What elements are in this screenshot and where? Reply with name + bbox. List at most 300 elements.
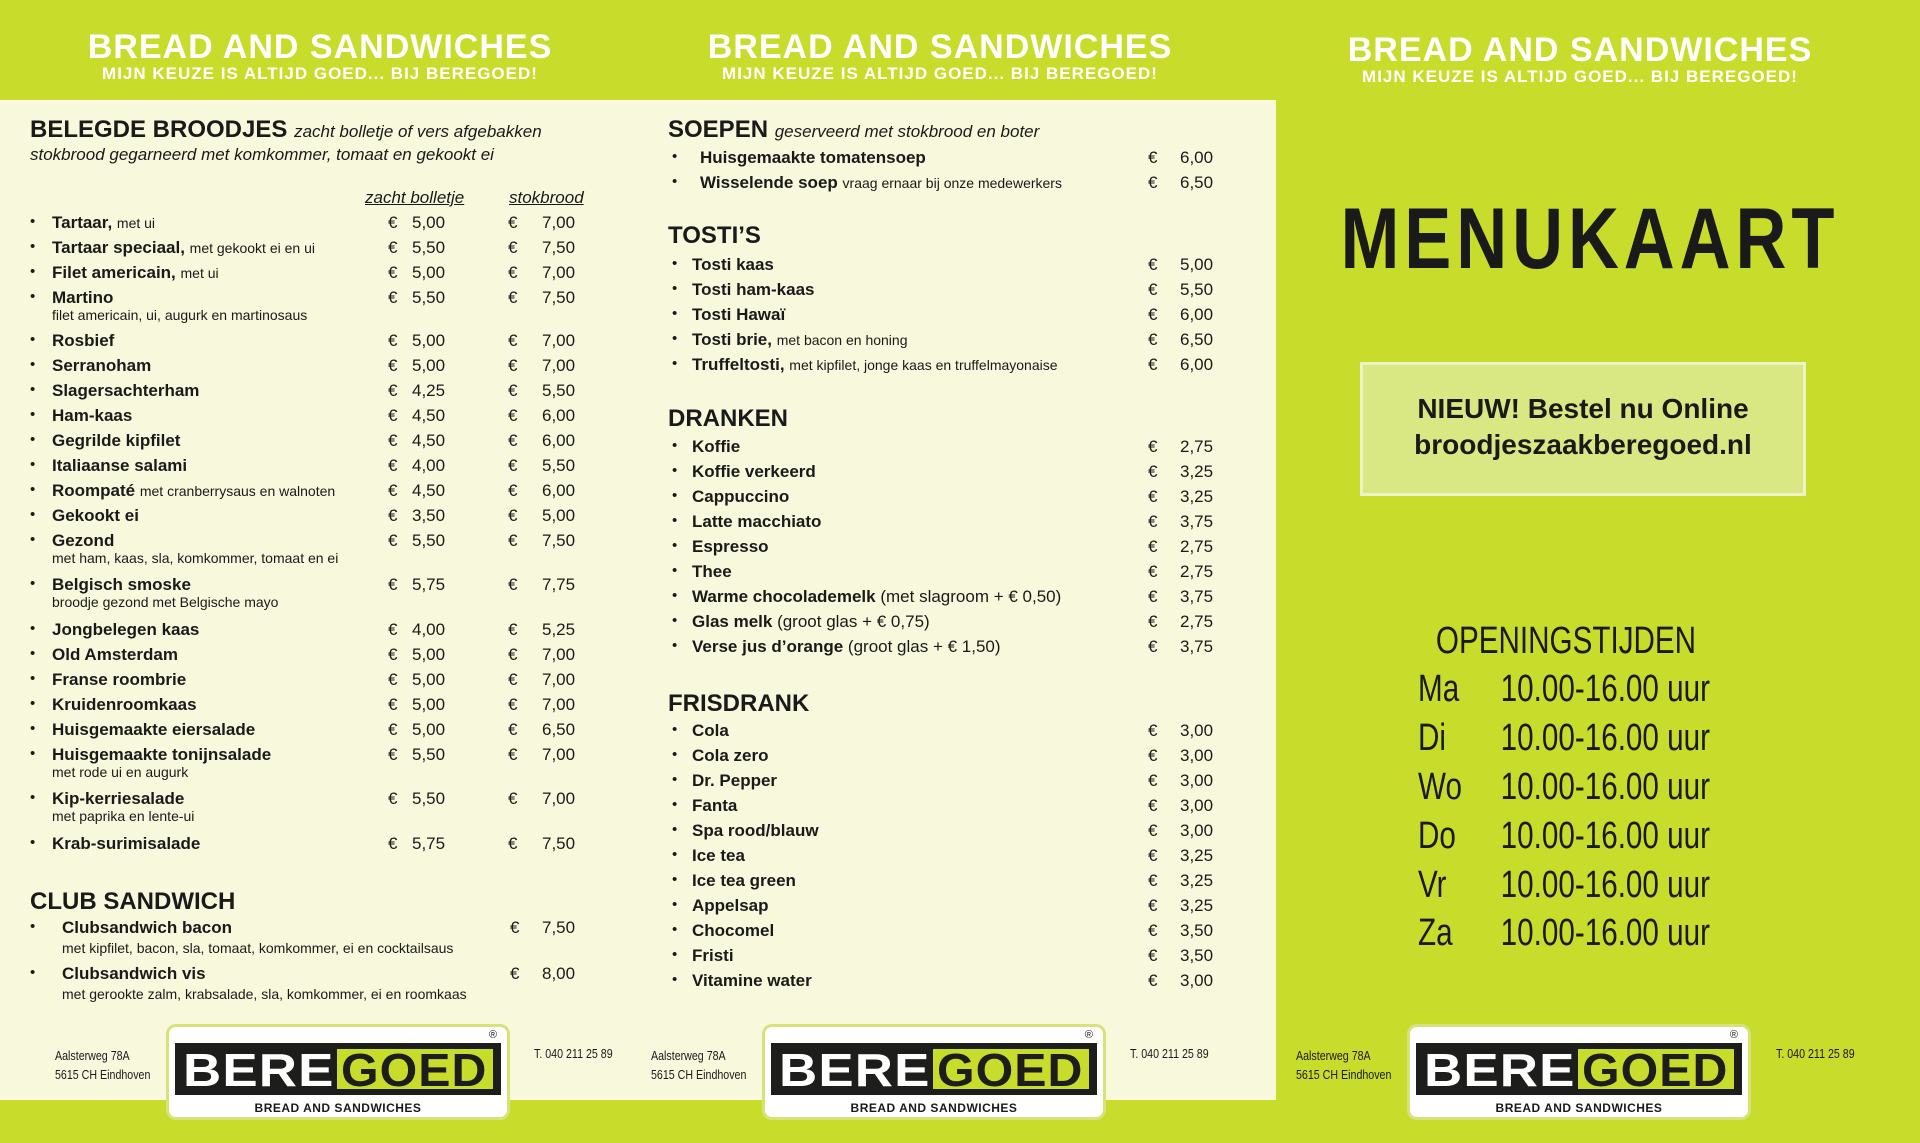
item-description: met rode ui en augurk [52, 764, 189, 780]
item-name [52, 381, 199, 401]
menu-item [0, 437, 1276, 461]
bullet: • [672, 562, 678, 579]
currency-symbol: € [388, 745, 398, 764]
section-title-soepen [668, 116, 1039, 144]
item-note: met ui [116, 215, 156, 231]
currency-symbol: € [388, 431, 398, 450]
currency-symbol: € [388, 531, 398, 550]
registered-mark: ® [1084, 1029, 1093, 1041]
currency-symbol: € [1148, 462, 1158, 481]
item-name-text: Cappuccino [692, 487, 790, 506]
item-name-text: Wisselende soep [700, 173, 838, 192]
item-name-text: Tosti kaas [692, 255, 774, 274]
beregoed-logo [762, 1024, 1106, 1120]
bullet: • [672, 971, 678, 988]
bullet: • [672, 148, 678, 165]
item-name-text: Cola [692, 721, 729, 740]
item-name-text: Glas melk [692, 612, 773, 631]
item-name-text: Jongbelegen kaas [52, 620, 200, 639]
currency-symbol: € [1148, 612, 1158, 631]
logo-text-bere: BERE [1424, 1044, 1576, 1096]
hours-time: 10.00-16.00 uur [1500, 864, 1710, 906]
currency-symbol: € [508, 456, 518, 475]
menu-item [0, 381, 632, 405]
price-stokbrood: 5,50 [542, 381, 576, 400]
item-name-text: Tartaar speciaal, [52, 238, 185, 257]
header-title: BREAD AND SANDWICHES [1347, 31, 1813, 69]
item-name [52, 406, 132, 426]
bullet: • [672, 746, 678, 763]
address-line1: Aalsterweg 78A [1296, 1048, 1371, 1063]
bullet: • [30, 834, 36, 851]
currency-symbol: € [1148, 796, 1158, 815]
price: 3,25 [1180, 896, 1214, 915]
price-zacht-bolletje: 5,50 [412, 288, 446, 307]
menu-item [0, 670, 632, 694]
column-header-stokbrood: stokbrood [509, 188, 584, 207]
currency-symbol: € [508, 481, 518, 500]
section-title-frisdrank: FRISDRANK [668, 690, 810, 717]
bullet: • [672, 437, 678, 454]
currency-symbol: € [388, 238, 398, 257]
opening-hours-row [1418, 815, 1710, 858]
item-name-text: Verse jus d’orange [692, 637, 844, 656]
currency-symbol: € [1148, 821, 1158, 840]
price-zacht-bolletje: 5,75 [412, 575, 446, 594]
currency-symbol: € [388, 645, 398, 664]
day-label: Do [1418, 815, 1456, 857]
currency-symbol: € [1148, 173, 1158, 192]
price-zacht-bolletje: 5,75 [412, 834, 446, 853]
order-online-box[interactable] [1360, 362, 1806, 496]
item-note: met bacon en honing [776, 332, 908, 348]
item-name [692, 562, 732, 582]
item-note: met kipfilet, jonge kaas en truffelmayonaise [789, 357, 1058, 373]
menu-item [0, 896, 1276, 920]
opening-hours-row [1418, 668, 1710, 711]
section-title-club: CLUB SANDWICH [30, 888, 236, 915]
currency-symbol: € [1148, 330, 1158, 349]
price: 6,50 [1180, 173, 1214, 192]
section-intro: stokbrood gegarneerd met komkommer, tomaat en gekookt ei [30, 145, 494, 164]
item-name [692, 437, 740, 457]
header-title: BREAD AND SANDWICHES [707, 28, 1173, 66]
price-stokbrood: 7,00 [542, 356, 576, 375]
bullet: • [30, 964, 36, 981]
currency-symbol: € [508, 720, 518, 739]
footer-address [1296, 1046, 1391, 1084]
menu-item [0, 695, 632, 719]
menu-item [0, 746, 1276, 770]
price-stokbrood: 5,00 [542, 506, 576, 525]
menu-item [0, 255, 1276, 279]
item-name [692, 280, 815, 300]
opening-hours-row [1418, 717, 1710, 760]
menu-item [0, 946, 1276, 970]
item-name-text: Warme chocolademelk [692, 587, 876, 606]
bullet: • [30, 213, 36, 230]
bullet: • [30, 356, 36, 373]
price: 5,00 [1180, 255, 1214, 274]
item-name-text: Chocomel [692, 921, 775, 940]
price: 5,50 [1180, 280, 1214, 299]
bullet: • [672, 771, 678, 788]
price: 3,00 [1180, 746, 1214, 765]
currency-symbol: € [1148, 537, 1158, 556]
menu-item [0, 871, 1276, 895]
bullet: • [672, 871, 678, 888]
bullet: • [672, 537, 678, 554]
price-zacht-bolletje: 3,50 [412, 506, 446, 525]
bullet: • [30, 789, 36, 806]
address-line1: Aalsterweg 78A [55, 1048, 130, 1063]
item-name [692, 255, 774, 275]
currency-symbol: € [1148, 721, 1158, 740]
currency-symbol: € [508, 238, 518, 257]
price-stokbrood: 7,50 [542, 834, 576, 853]
opening-hours-row [1418, 912, 1710, 955]
price-stokbrood: 7,00 [542, 695, 576, 714]
item-name [692, 946, 734, 966]
price-stokbrood: 6,00 [542, 481, 576, 500]
price-stokbrood: 7,50 [542, 288, 576, 307]
bullet: • [672, 462, 678, 479]
currency-symbol: € [1148, 148, 1158, 167]
item-name [52, 213, 155, 233]
price-stokbrood: 7,00 [542, 645, 576, 664]
currency-symbol: € [1148, 487, 1158, 506]
item-name [692, 846, 745, 866]
bullet: • [30, 575, 36, 592]
item-name [692, 771, 777, 791]
currency-symbol: € [1148, 280, 1158, 299]
price: 6,50 [1180, 330, 1214, 349]
currency-symbol: € [388, 356, 398, 375]
menu-item [0, 971, 1276, 995]
currency-symbol: € [508, 213, 518, 232]
price-zacht-bolletje: 5,00 [412, 720, 446, 739]
price: 3,25 [1180, 846, 1214, 865]
price: 3,75 [1180, 587, 1214, 606]
address-line1: Aalsterweg 78A [651, 1048, 726, 1063]
bullet: • [672, 721, 678, 738]
bullet: • [30, 918, 36, 935]
price-stokbrood: 7,00 [542, 670, 576, 689]
bullet: • [30, 645, 36, 662]
menu-item [0, 721, 1276, 745]
item-name [52, 670, 186, 690]
item-description: met paprika en lente-ui [52, 808, 195, 824]
price: 3,00 [1180, 796, 1214, 815]
item-name [700, 173, 1062, 193]
logo-tagline: BREAD AND SANDWICHES [1495, 1101, 1663, 1115]
page-header-left [0, 0, 640, 100]
hours-time: 10.00-16.00 uur [1500, 766, 1710, 808]
item-name-text: Rosbief [52, 331, 115, 350]
price-zacht-bolletje: 4,50 [412, 481, 446, 500]
item-name-text: Ice tea [692, 846, 745, 865]
bullet: • [672, 512, 678, 529]
bullet: • [30, 506, 36, 523]
item-description: filet americain, ui, augurk en martinosaus [52, 307, 308, 323]
currency-symbol: € [388, 456, 398, 475]
hours-time: 10.00-16.00 uur [1500, 668, 1710, 710]
menu-item [0, 562, 1276, 586]
currency-symbol: € [508, 745, 518, 764]
hours-time: 10.00-16.00 uur [1500, 912, 1710, 954]
price-stokbrood: 5,25 [542, 620, 576, 639]
price-stokbrood: 6,00 [542, 406, 576, 425]
address-line2: 5615 CH Eindhoven [1296, 1067, 1392, 1082]
item-name [692, 330, 907, 350]
day-label: Vr [1418, 864, 1447, 906]
bullet: • [672, 280, 678, 297]
price: 3,00 [1180, 971, 1214, 990]
footer-phone: T. 040 211 25 89 [534, 1046, 613, 1061]
item-name-text: Franse roombrie [52, 670, 187, 689]
currency-symbol: € [508, 531, 518, 550]
price: 3,75 [1180, 637, 1214, 656]
price-zacht-bolletje: 5,50 [412, 531, 446, 550]
item-note: met gekookt ei en ui [189, 240, 315, 256]
item-name [692, 871, 796, 891]
item-name [692, 462, 816, 482]
day-label: Di [1418, 717, 1446, 759]
item-name-text: Gekookt ei [52, 506, 139, 525]
bullet: • [672, 587, 678, 604]
item-name [692, 537, 769, 557]
bullet: • [672, 305, 678, 322]
currency-symbol: € [508, 834, 518, 853]
price-stokbrood: 7,00 [542, 331, 576, 350]
item-name: Clubsandwich bacon [62, 918, 233, 937]
logo-text-goed: GOED [1582, 1044, 1729, 1096]
opening-hours-title: OPENINGSTIJDEN [1435, 620, 1697, 662]
currency-symbol: € [508, 575, 518, 594]
currency-symbol: € [508, 620, 518, 639]
price-zacht-bolletje: 4,25 [412, 381, 446, 400]
logo-tagline: BREAD AND SANDWICHES [254, 1101, 422, 1115]
registered-mark: ® [1729, 1029, 1738, 1041]
price-zacht-bolletje: 5,00 [412, 356, 446, 375]
currency-symbol: € [388, 620, 398, 639]
currency-symbol: € [1148, 355, 1158, 374]
day-label: Wo [1418, 766, 1462, 808]
item-name-text: Latte macchiato [692, 512, 822, 531]
item-name [692, 355, 1058, 375]
currency-symbol: € [1148, 946, 1158, 965]
price-zacht-bolletje: 5,00 [412, 695, 446, 714]
bullet: • [30, 456, 36, 473]
price-zacht-bolletje: 4,00 [412, 456, 446, 475]
item-name-text: Fristi [692, 946, 734, 965]
bullet: • [672, 330, 678, 347]
bullet: • [672, 896, 678, 913]
bullet: • [672, 921, 678, 938]
item-note: (groot glas + € 1,50) [847, 637, 1001, 656]
price: 6,00 [1180, 355, 1214, 374]
currency-symbol: € [388, 670, 398, 689]
item-name-text: Vitamine water [692, 971, 812, 990]
currency-symbol: € [388, 288, 398, 307]
item-name-text: Huisgemaakte tomatensoep [700, 148, 926, 167]
hours-time: 10.00-16.00 uur [1500, 717, 1710, 759]
item-name [692, 612, 930, 632]
bullet: • [672, 821, 678, 838]
currency-symbol: € [510, 964, 520, 983]
currency-symbol: € [388, 575, 398, 594]
address-line2: 5615 CH Eindhoven [651, 1067, 747, 1082]
currency-symbol: € [1148, 746, 1158, 765]
item-name [692, 821, 819, 841]
bullet: • [672, 612, 678, 629]
currency-symbol: € [510, 918, 520, 937]
item-name [692, 587, 1061, 607]
currency-symbol: € [388, 381, 398, 400]
page-header-right [1260, 3, 1900, 103]
section-title-tostis: TOSTI’S [668, 222, 761, 249]
item-name-text: Gezond [52, 531, 115, 550]
item-name [692, 796, 737, 816]
menu-item [0, 148, 1276, 172]
currency-symbol: € [508, 331, 518, 350]
item-name [52, 695, 197, 715]
menu-item [0, 771, 1276, 795]
price: 3,00 [1180, 721, 1214, 740]
price: 7,50 [542, 918, 576, 937]
item-name [692, 721, 729, 741]
bullet: • [30, 670, 36, 687]
logo-text-goed: GOED [341, 1044, 488, 1096]
item-name [692, 637, 1001, 657]
currency-symbol: € [388, 263, 398, 282]
currency-symbol: € [1148, 771, 1158, 790]
menu-item [0, 921, 1276, 945]
price-stokbrood: 7,00 [542, 213, 576, 232]
item-name-text: Tosti Hawaï [692, 305, 786, 324]
currency-symbol: € [1148, 587, 1158, 606]
bullet: • [672, 796, 678, 813]
item-name-text: Slagersachterham [52, 381, 200, 400]
price-stokbrood: 6,50 [542, 720, 576, 739]
currency-symbol: € [508, 381, 518, 400]
item-description: met ham, kaas, sla, komkommer, tomaat en ei [52, 550, 339, 566]
menu-item [0, 173, 1276, 197]
price-zacht-bolletje: 5,00 [412, 213, 446, 232]
beregoed-logo [1407, 1024, 1751, 1120]
column-header-zacht-bolletje: zacht bolletje [365, 188, 465, 207]
currency-symbol: € [388, 834, 398, 853]
bullet: • [30, 381, 36, 398]
currency-symbol: € [508, 506, 518, 525]
menukaart-title: MENUKAART [1340, 191, 1840, 287]
beregoed-logo [166, 1024, 510, 1120]
currency-symbol: € [388, 213, 398, 232]
bullet: • [30, 238, 36, 255]
logo-text-bere: BERE [183, 1044, 335, 1096]
price-stokbrood: 7,50 [542, 531, 576, 550]
currency-symbol: € [1148, 512, 1158, 531]
menu-item [0, 406, 632, 430]
price: 2,75 [1180, 437, 1214, 456]
item-note: vraag ernaar bij onze medewerkers [842, 175, 1062, 191]
price: 3,25 [1180, 462, 1214, 481]
price-stokbrood: 7,00 [542, 263, 576, 282]
day-label: Ma [1418, 668, 1460, 710]
currency-symbol: € [1148, 437, 1158, 456]
section-title-belegde [30, 116, 542, 144]
header-slogan: MIJN KEUZE IS ALTIJD GOED... BIJ BEREGOED! [1362, 67, 1798, 86]
menu-item [0, 280, 1276, 304]
section-subtitle: zacht bolletje of vers afgebakken [294, 122, 542, 141]
item-name-text: Espresso [692, 537, 769, 556]
item-note: (met slagroom + € 0,50) [880, 587, 1062, 606]
item-name-text: Tartaar, [52, 213, 113, 232]
currency-symbol: € [508, 670, 518, 689]
currency-symbol: € [508, 263, 518, 282]
item-name-text: Ice tea green [692, 871, 796, 890]
price: 3,50 [1180, 921, 1214, 940]
bullet: • [672, 173, 678, 190]
item-name [692, 487, 789, 507]
bullet: • [30, 531, 36, 548]
item-name-text: Krab-surimisalade [52, 834, 201, 853]
price-zacht-bolletje: 5,50 [412, 745, 446, 764]
currency-symbol: € [388, 406, 398, 425]
currency-symbol: € [388, 331, 398, 350]
price-zacht-bolletje: 5,50 [412, 238, 446, 257]
hours-time: 10.00-16.00 uur [1500, 815, 1710, 857]
logo-text-bere: BERE [779, 1044, 931, 1096]
header-slogan: MIJN KEUZE IS ALTIJD GOED... BIJ BEREGOED! [102, 64, 538, 83]
item-name: Clubsandwich vis [62, 964, 206, 983]
order-online-website[interactable]: broodjeszaakberegoed.nl [1414, 429, 1752, 460]
item-name-text: Fanta [692, 796, 738, 815]
order-online-line1: NIEUW! Bestel nu Online [1417, 393, 1749, 424]
currency-symbol: € [388, 720, 398, 739]
item-name-text: Huisgemaakte tonijnsalade [52, 745, 272, 764]
bullet: • [30, 481, 36, 498]
item-name-text: Ham-kaas [52, 406, 133, 425]
footer-phone: T. 040 211 25 89 [1776, 1046, 1855, 1061]
address-line2: 5615 CH Eindhoven [55, 1067, 151, 1082]
currency-symbol: € [508, 645, 518, 664]
menu-item [0, 462, 1276, 486]
menu-item [0, 355, 1276, 379]
item-name [692, 305, 785, 325]
price: 3,25 [1180, 871, 1214, 890]
footer-address [55, 1046, 150, 1084]
item-name-text: Koffie [692, 437, 741, 456]
menu-item [0, 305, 1276, 329]
price: 3,75 [1180, 512, 1214, 531]
bullet: • [30, 431, 36, 448]
bullet: • [672, 255, 678, 272]
section-title-text: BELEGDE BROODJES [30, 116, 288, 143]
price-zacht-bolletje: 5,00 [412, 331, 446, 350]
menu-item [0, 796, 1276, 820]
price-zacht-bolletje: 4,50 [412, 406, 446, 425]
logo-tagline: BREAD AND SANDWICHES [850, 1101, 1018, 1115]
opening-hours-row [1418, 864, 1710, 907]
price-stokbrood: 7,75 [542, 575, 576, 594]
item-name-text: Roompaté [52, 481, 136, 500]
currency-symbol: € [508, 789, 518, 808]
price-stokbrood: 6,00 [542, 431, 576, 450]
price: 3,00 [1180, 821, 1214, 840]
day-label: Za [1418, 912, 1453, 954]
bullet: • [672, 637, 678, 654]
